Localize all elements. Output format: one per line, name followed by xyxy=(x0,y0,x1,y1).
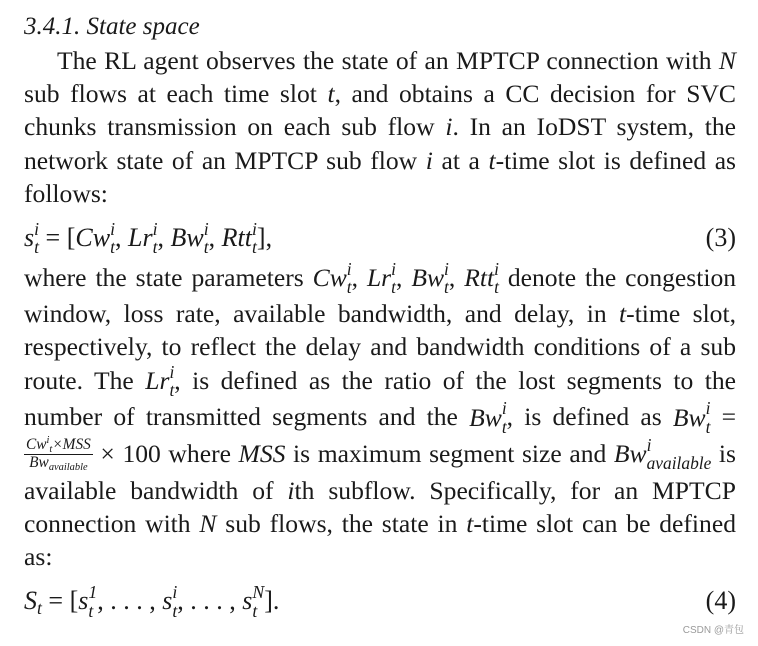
equation-3 xyxy=(24,218,736,258)
equation-3-body: s i t = [Cw i t , Lr i t , Bw i t , Rtt i t ], xyxy=(24,218,273,258)
paper-page xyxy=(24,10,736,623)
paragraph-state-parameters: where the state parameters Cw i t , Lr i t , Bw i t , Rtt i t denote the congestion window, loss rate, available bandwidth, and delay, in t-time slot, respectively, to reflect the delay and bandwidth conditions of a sub route. The Lr i t , is defined as the ratio of the lost segments to the number of transmitted segments and the Bw i t , is defined as Bw i t = $\frac{Cw^i_t\times MSS}{Bw_{available}}$ × 100 where MSS is maximum segment size and Bw i available is available bandwidth of ith subflow. Specifically, for an MPTCP connection with N sub flows, the state in t-time slot can be defined as: xyxy=(24,259,737,572)
section-heading: 3.4.1. State space xyxy=(24,13,200,40)
watermark: CSDN @青包 xyxy=(682,625,744,636)
equation-4-number: (4) xyxy=(705,586,736,616)
equation-4 xyxy=(24,581,736,621)
equation-3-number: (3) xyxy=(705,223,736,253)
bandwidth-fraction: $\frac{Cw^i_t\times MSS}{Bw_{available}}$ xyxy=(26,435,91,473)
paragraph-state-intro: The RL agent observes the state of an MPTCP connection with N sub flows at each time slot t, and obtains a CC decision for SVC chunks transmission on each sub flow i. In an IoDST system, the network state of an MPTCP sub flow i at a t-time slot is defined as follows: xyxy=(24,46,737,208)
equation-4-body: $S_t = [s$ 1 t , . . . , s i t , . . . , s N t ]. xyxy=(24,581,280,621)
